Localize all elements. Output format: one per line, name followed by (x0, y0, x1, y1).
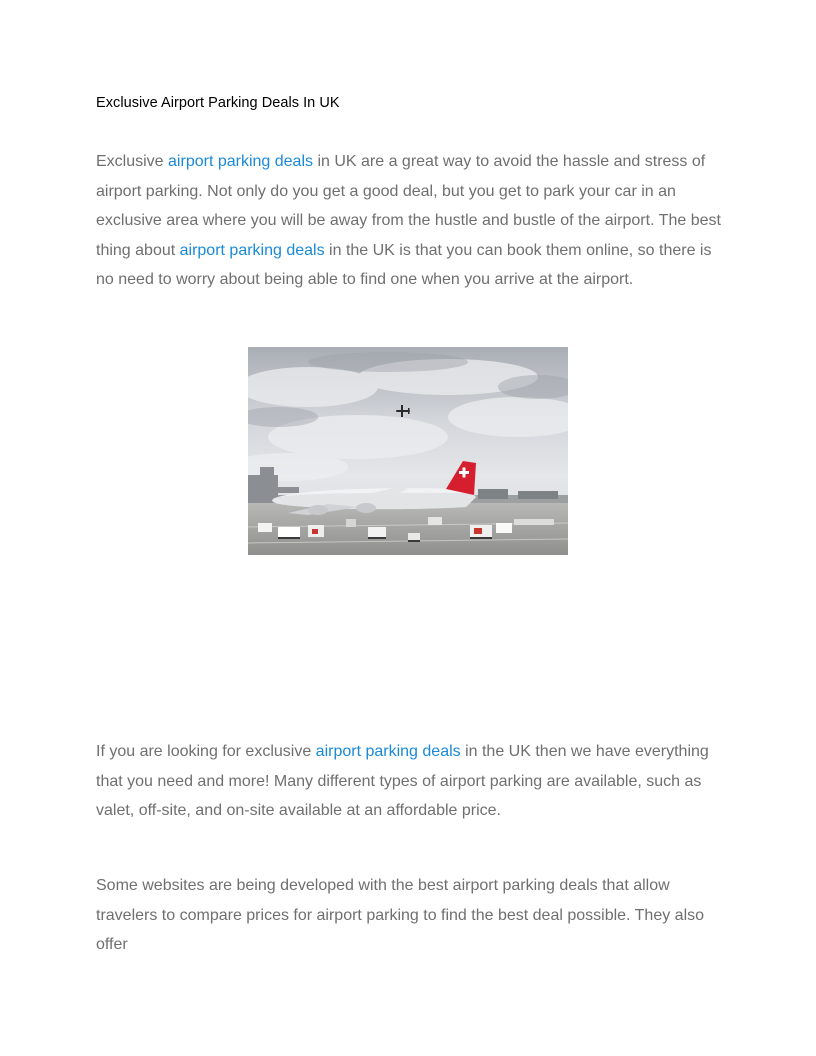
paragraph-text: in the UK then we have everything that you need and more! Many different types of airport parking are available, such as valet, off-site, and on-site available at an affordable price. (96, 743, 709, 819)
airport-parking-deals-link[interactable]: airport parking deals (179, 241, 325, 259)
paragraph-text: If you are looking for exclusive (96, 743, 316, 760)
airport-plane-photo (248, 347, 568, 555)
paragraph-text: in UK are a great way to avoid the hassle and stress of airport parking. Not only do you get a good deal, but you get to park your car in an exclusive area where you will be away from the hustle and bustle of the airport. The best thing about (96, 153, 721, 259)
paragraph-text: in the UK is that you can book them online, so there is no need to worry about being able to find one when you arrive at the airport. (96, 241, 712, 288)
airport-parking-deals-link[interactable]: airport parking deals (168, 153, 313, 170)
paragraph-text: Exclusive (96, 153, 169, 170)
document-title: Exclusive Airport Parking Deals In UK (96, 95, 340, 111)
intro-paragraph (96, 147, 728, 295)
airport-parking-deals-link[interactable]: airport parking deals (315, 743, 461, 760)
websites-paragraph: Some websites are being developed with the best airport parking deals that allow travelers to compare prices for airport parking to find the best deal possible. They also offer (96, 877, 705, 953)
offer-paragraph (96, 737, 728, 826)
